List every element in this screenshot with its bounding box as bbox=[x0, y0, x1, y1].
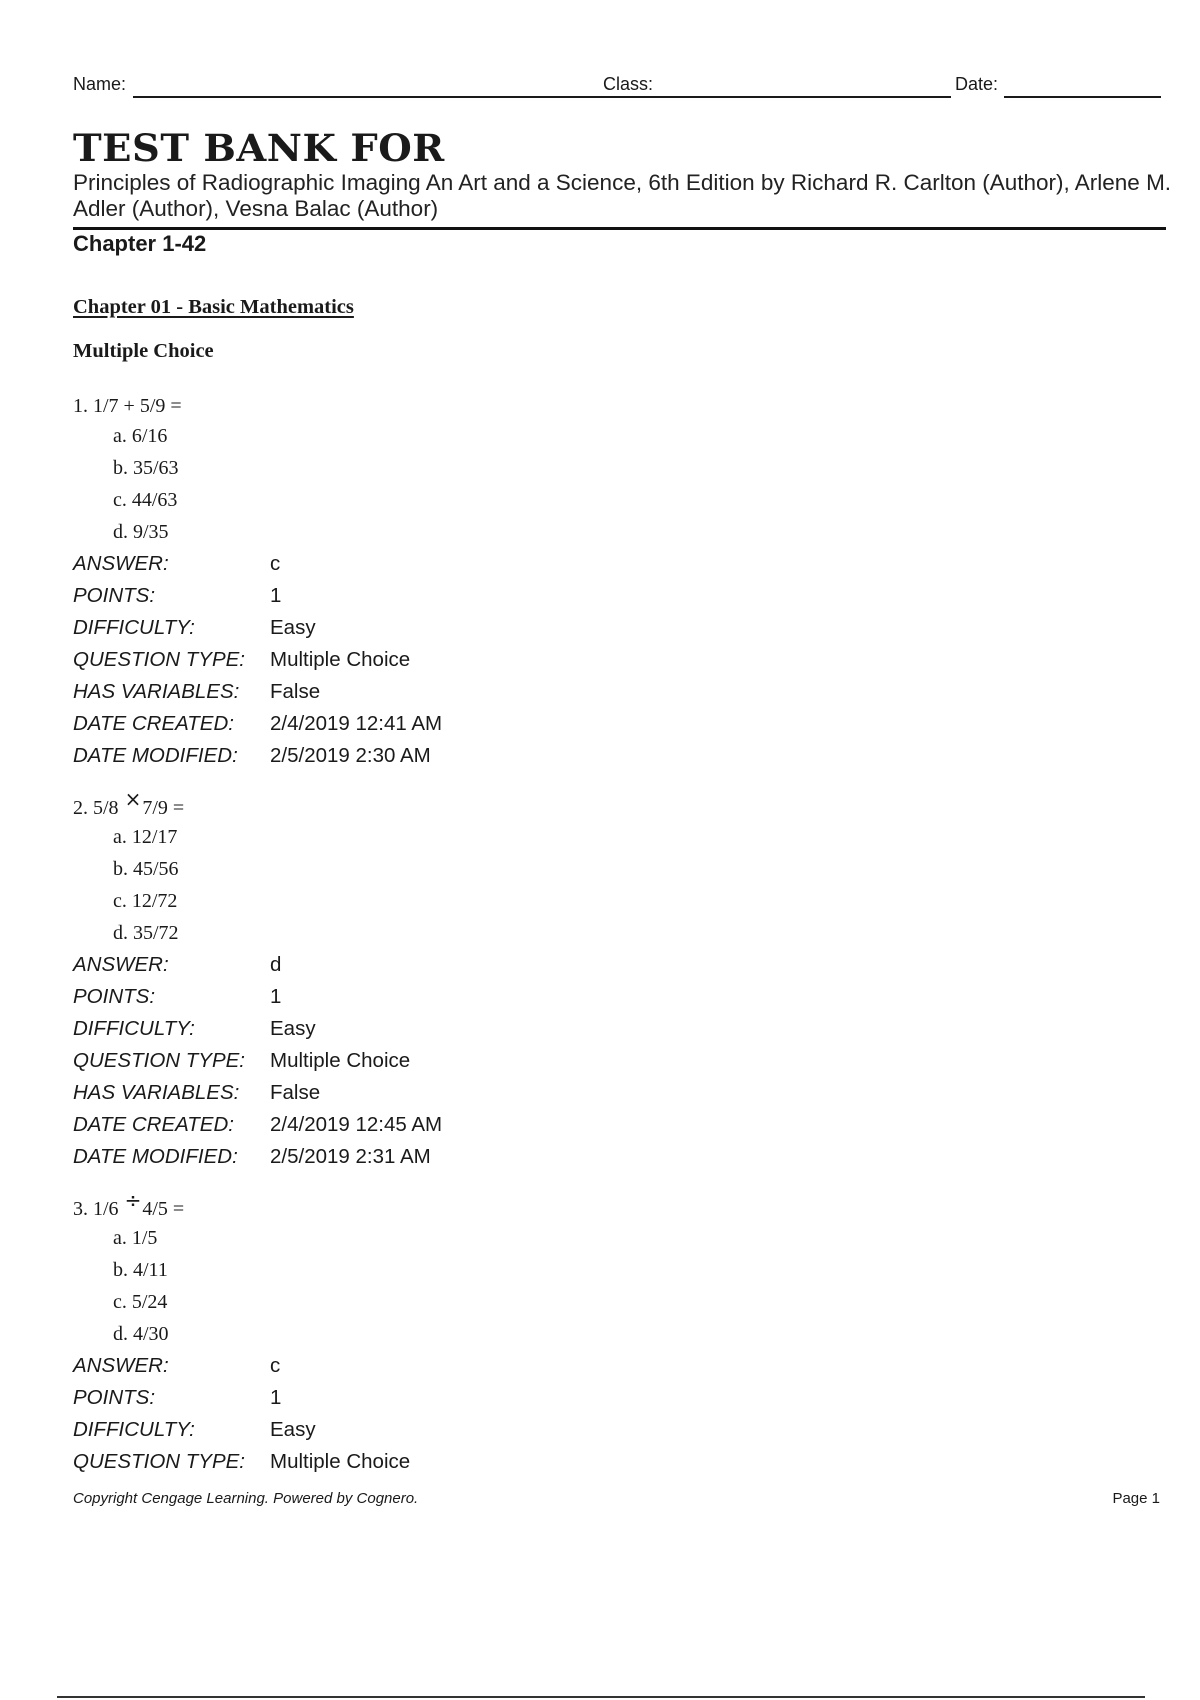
choice-b: b. 45/56 bbox=[113, 858, 179, 880]
difficulty-row bbox=[73, 1013, 1073, 1045]
date-modified-key: DATE MODIFIED: bbox=[73, 744, 238, 767]
difficulty-row bbox=[73, 1414, 1073, 1446]
divide-sign: ÷ bbox=[124, 1188, 142, 1212]
question-1 bbox=[73, 392, 1073, 772]
answer-key: ANSWER: bbox=[73, 1354, 169, 1377]
difficulty-row bbox=[73, 612, 1073, 644]
stem-text: 1. 1/7 + 5/9 = bbox=[73, 395, 182, 417]
date-field-line bbox=[1004, 96, 1161, 98]
date-label: Date: bbox=[955, 74, 999, 94]
date-created-key: DATE CREATED: bbox=[73, 1113, 234, 1136]
has-variables-row bbox=[73, 1077, 1073, 1109]
question-3 bbox=[73, 1188, 1073, 1478]
choice-c: c. 5/24 bbox=[113, 1291, 168, 1313]
stem-text-right: 4/5 = bbox=[142, 1198, 185, 1220]
question-2 bbox=[73, 787, 1073, 1173]
difficulty-value: Easy bbox=[270, 1017, 316, 1040]
answer-value: d bbox=[270, 953, 282, 976]
difficulty-key: DIFFICULTY: bbox=[73, 616, 195, 639]
answer-row bbox=[73, 548, 1073, 580]
points-value: 1 bbox=[270, 985, 282, 1008]
class-field-line bbox=[661, 96, 951, 98]
page-bottom-divider bbox=[57, 1696, 1145, 1698]
points-row bbox=[73, 981, 1073, 1013]
answer-row bbox=[73, 1350, 1073, 1382]
points-row bbox=[73, 580, 1073, 612]
question-type-row bbox=[73, 644, 1073, 676]
difficulty-value: Easy bbox=[270, 1418, 316, 1441]
date-modified-row bbox=[73, 1141, 1073, 1173]
student-info-fields bbox=[73, 70, 1160, 100]
name-label: Name: bbox=[73, 74, 127, 94]
points-value: 1 bbox=[270, 584, 282, 607]
date-created-value: 2/4/2019 12:45 AM bbox=[270, 1113, 443, 1136]
multiply-sign: × bbox=[124, 787, 142, 811]
choice-d: d. 9/35 bbox=[113, 521, 169, 543]
question-stem bbox=[73, 392, 1073, 420]
question-type-key: QUESTION TYPE: bbox=[73, 648, 245, 671]
choice-a: a. 1/5 bbox=[113, 1227, 158, 1249]
copyright-footer: Copyright Cengage Learning. Powered by Cognero. bbox=[73, 1490, 419, 1507]
choice-d: d. 35/72 bbox=[113, 922, 179, 944]
points-key: POINTS: bbox=[73, 985, 156, 1008]
question-type-value: Multiple Choice bbox=[270, 1450, 411, 1473]
points-key: POINTS: bbox=[73, 584, 156, 607]
has-variables-key: HAS VARIABLES: bbox=[73, 680, 240, 703]
date-created-row bbox=[73, 708, 1073, 740]
name-field-line bbox=[133, 96, 671, 98]
answer-key: ANSWER: bbox=[73, 552, 169, 575]
choice-c: c. 44/63 bbox=[113, 489, 178, 511]
points-key: POINTS: bbox=[73, 1386, 156, 1409]
choice-a: a. 6/16 bbox=[113, 425, 168, 447]
question-stem bbox=[73, 1188, 1073, 1222]
question-type-row bbox=[73, 1045, 1073, 1077]
class-label: Class: bbox=[603, 74, 654, 94]
has-variables-value: False bbox=[270, 680, 321, 703]
date-modified-value: 2/5/2019 2:31 AM bbox=[270, 1145, 431, 1168]
question-stem bbox=[73, 787, 1073, 821]
answer-row bbox=[73, 949, 1073, 981]
difficulty-key: DIFFICULTY: bbox=[73, 1017, 195, 1040]
stem-text-right: 7/9 = bbox=[142, 797, 185, 819]
question-type-value: Multiple Choice bbox=[270, 1049, 411, 1072]
answer-key: ANSWER: bbox=[73, 953, 169, 976]
page-number: Page 1 bbox=[1112, 1490, 1160, 1507]
section-title: Chapter 01 - Basic Mathematics bbox=[73, 296, 354, 318]
question-type-key: QUESTION TYPE: bbox=[73, 1450, 245, 1473]
points-row bbox=[73, 1382, 1073, 1414]
date-modified-key: DATE MODIFIED: bbox=[73, 1145, 238, 1168]
question-type-heading: Multiple Choice bbox=[73, 340, 214, 362]
choice-c: c. 12/72 bbox=[113, 890, 178, 912]
question-type-key: QUESTION TYPE: bbox=[73, 1049, 245, 1072]
choice-d: d. 4/30 bbox=[113, 1323, 169, 1345]
document-title: TEST BANK FOR bbox=[73, 126, 445, 170]
answer-value: c bbox=[270, 1354, 281, 1377]
date-created-row bbox=[73, 1109, 1073, 1141]
answer-value: c bbox=[270, 552, 281, 575]
points-value: 1 bbox=[270, 1386, 282, 1409]
has-variables-value: False bbox=[270, 1081, 321, 1104]
difficulty-value: Easy bbox=[270, 616, 316, 639]
has-variables-key: HAS VARIABLES: bbox=[73, 1081, 240, 1104]
date-created-key: DATE CREATED: bbox=[73, 712, 234, 735]
header-divider bbox=[73, 227, 1166, 230]
date-created-value: 2/4/2019 12:41 AM bbox=[270, 712, 443, 735]
difficulty-key: DIFFICULTY: bbox=[73, 1418, 195, 1441]
question-type-value: Multiple Choice bbox=[270, 648, 411, 671]
has-variables-row bbox=[73, 676, 1073, 708]
question-type-row bbox=[73, 1446, 1073, 1478]
chapter-range: Chapter 1-42 bbox=[73, 231, 207, 256]
choice-a: a. 12/17 bbox=[113, 826, 178, 848]
choice-b: b. 4/11 bbox=[113, 1259, 168, 1281]
book-subtitle: Principles of Radiographic Imaging An Art and a Science, 6th Edition by Richard R. Carlton (Author), Arlene M. Adler (Author), Vesna Balac (Author) bbox=[73, 170, 1172, 221]
stem-text-left: 3. 1/6 bbox=[73, 1198, 124, 1220]
date-modified-value: 2/5/2019 2:30 AM bbox=[270, 744, 431, 767]
date-modified-row bbox=[73, 740, 1073, 772]
stem-text-left: 2. 5/8 bbox=[73, 797, 124, 819]
choice-b: b. 35/63 bbox=[113, 457, 179, 479]
